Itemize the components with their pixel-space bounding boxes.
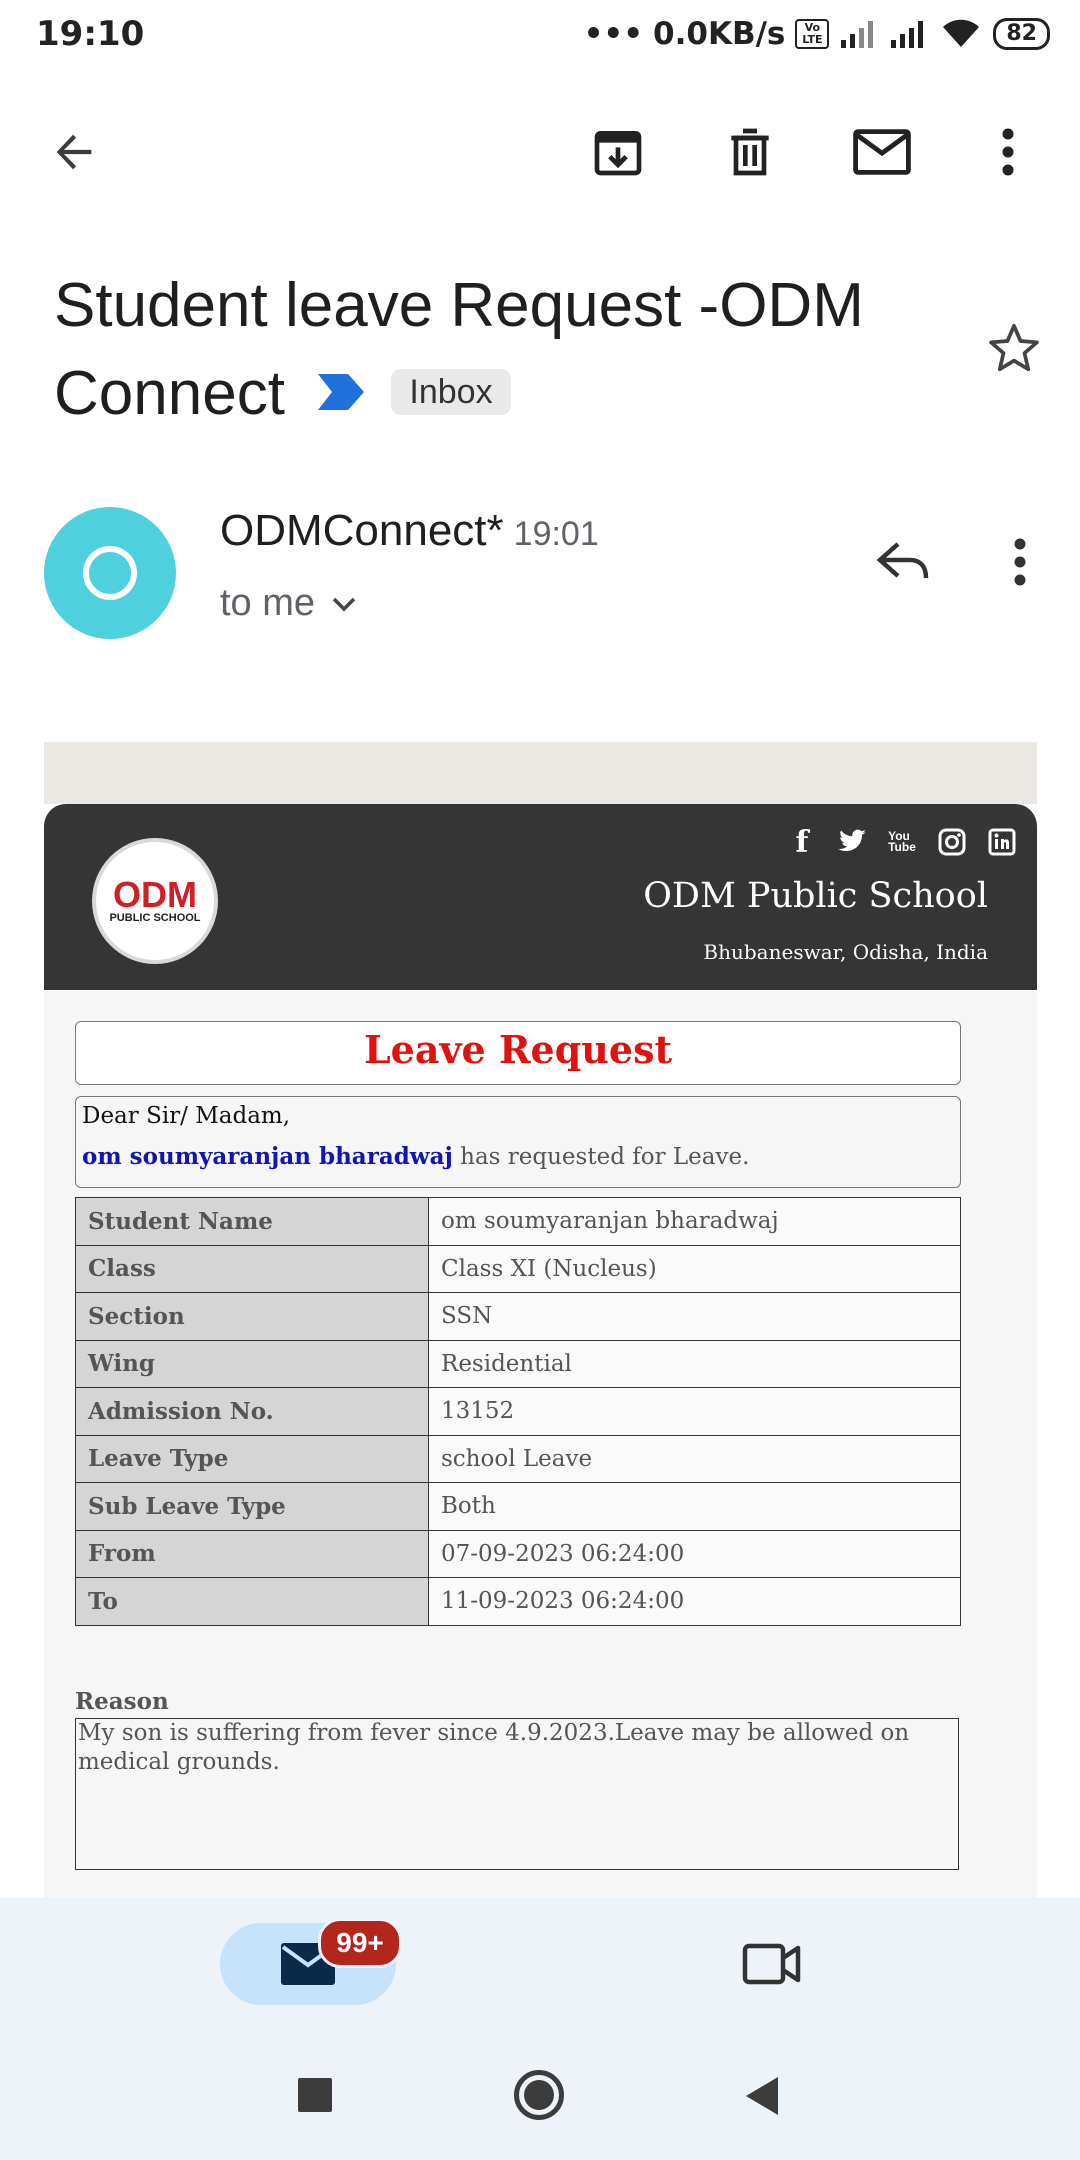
reply-button[interactable] — [864, 522, 944, 602]
table-row — [76, 1530, 961, 1578]
request-text: has requested for Leave. — [452, 1144, 750, 1170]
table-row — [76, 1483, 961, 1531]
table-row — [76, 1388, 961, 1436]
back-button[interactable] — [34, 112, 114, 192]
battery-indicator: 82 — [993, 18, 1050, 50]
recent-apps-button[interactable] — [298, 2078, 332, 2112]
row-value: Residential — [429, 1340, 961, 1388]
star-icon — [986, 320, 1042, 376]
unread-badge: 99+ — [318, 1918, 402, 1968]
row-label: To — [76, 1578, 429, 1626]
row-label: Section — [76, 1293, 429, 1341]
table-row — [76, 1245, 961, 1293]
subject-line-2 — [54, 350, 954, 438]
meet-tab[interactable] — [730, 1923, 814, 2005]
system-back-button[interactable] — [744, 2075, 780, 2122]
twitter-icon[interactable] — [836, 826, 868, 858]
sender-name[interactable]: ODMConnect* — [220, 506, 504, 555]
chevron-down-icon — [331, 595, 357, 613]
social-links — [786, 826, 1018, 858]
status-time: 19:10 — [36, 14, 145, 54]
row-value: SSN — [429, 1293, 961, 1341]
student-name-highlight: om soumyaranjan bharadwaj — [82, 1143, 453, 1170]
facebook-icon[interactable]: f — [795, 824, 809, 860]
sender-avatar[interactable] — [44, 507, 176, 639]
inbox-label-chip[interactable]: Inbox — [391, 369, 510, 415]
recipient-toggle[interactable] — [220, 582, 357, 625]
sender-row — [220, 506, 599, 556]
subject-line-2-text: Connect — [54, 359, 285, 428]
school-logo — [92, 838, 218, 964]
row-label: Class — [76, 1245, 429, 1293]
network-speed: 0.0KB/s — [653, 16, 786, 52]
logo-subtext: PUBLIC SCHOOL — [109, 912, 201, 924]
table-row — [76, 1198, 961, 1246]
avatar-initial-icon — [83, 546, 137, 600]
email-subject — [54, 262, 954, 438]
status-icons — [584, 14, 1050, 54]
greeting-text: Dear Sir/ Madam, — [82, 1103, 291, 1129]
trash-icon — [722, 124, 778, 180]
archive-icon — [590, 124, 646, 180]
volte-icon: Vo LTE — [795, 19, 829, 49]
table-row — [76, 1435, 961, 1483]
archive-button[interactable] — [578, 112, 658, 192]
row-label: Student Name — [76, 1198, 429, 1246]
star-button[interactable] — [974, 308, 1054, 388]
email-time: 19:01 — [513, 515, 599, 553]
table-row — [76, 1293, 961, 1341]
reply-icon — [876, 538, 932, 586]
row-value: om soumyaranjan bharadwaj — [429, 1198, 961, 1246]
school-name: ODM Public School — [643, 876, 988, 916]
leave-details-table — [75, 1197, 961, 1626]
email-body-strip — [44, 742, 1037, 804]
row-value: Both — [429, 1483, 961, 1531]
home-button[interactable] — [514, 2070, 564, 2120]
more-vert-icon — [998, 126, 1018, 178]
table-row — [76, 1340, 961, 1388]
row-label: Wing — [76, 1340, 429, 1388]
greeting-box — [75, 1096, 961, 1188]
recipient-text: to me — [220, 582, 316, 624]
mail-icon — [852, 124, 912, 180]
request-sentence — [82, 1143, 749, 1170]
signal-icon-2 — [889, 18, 929, 50]
sender-more-button[interactable] — [980, 522, 1060, 602]
bottom-navigation — [0, 1898, 1080, 2030]
youtube-icon[interactable]: You Tube — [888, 829, 916, 854]
instagram-icon[interactable] — [936, 826, 968, 858]
dots-indicator: ••• — [583, 16, 644, 52]
more-options-button[interactable] — [968, 112, 1048, 192]
row-label: Leave Type — [76, 1435, 429, 1483]
linkedin-icon[interactable] — [986, 826, 1018, 858]
row-value: 07-09-2023 06:24:00 — [429, 1530, 961, 1578]
row-label: From — [76, 1530, 429, 1578]
wifi-icon — [939, 17, 983, 51]
row-value: Class XI (Nucleus) — [429, 1245, 961, 1293]
leave-request-title-box — [75, 1021, 961, 1085]
signal-icon — [839, 18, 879, 50]
mark-unread-button[interactable] — [842, 112, 922, 192]
home-dot-icon — [524, 2080, 554, 2110]
importance-marker-icon — [316, 372, 366, 412]
video-camera-icon — [742, 1940, 802, 1988]
triangle-back-icon — [744, 2075, 780, 2117]
reason-text: My son is suffering from fever since 4.9.2023.Leave may be allowed on medical grounds. — [75, 1718, 959, 1870]
more-vert-icon — [1010, 536, 1030, 588]
reason-label: Reason — [75, 1688, 169, 1715]
school-location: Bhubaneswar, Odisha, India — [703, 940, 988, 964]
table-row — [76, 1578, 961, 1626]
leave-request-title: Leave Request — [363, 1027, 673, 1072]
row-value: 13152 — [429, 1388, 961, 1436]
row-value: 11-09-2023 06:24:00 — [429, 1578, 961, 1626]
row-value: school Leave — [429, 1435, 961, 1483]
subject-line-1: Student leave Request -ODM — [54, 271, 864, 340]
delete-button[interactable] — [710, 112, 790, 192]
arrow-left-icon — [48, 126, 100, 178]
row-label: Sub Leave Type — [76, 1483, 429, 1531]
row-label: Admission No. — [76, 1388, 429, 1436]
logo-text: ODM — [113, 874, 197, 915]
